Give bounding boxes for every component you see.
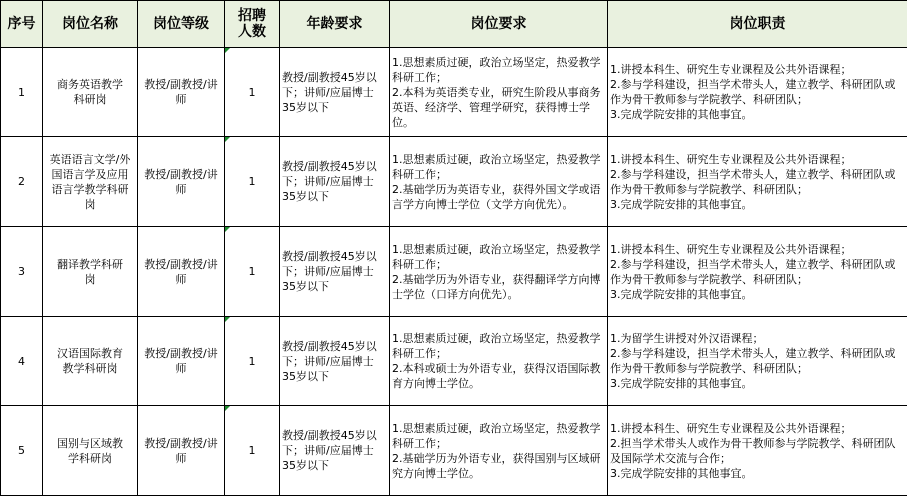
duty-line: 3.完成学院安排的其他事宜。 [610,197,753,211]
header-age: 年龄要求 [280,1,390,48]
cell-position-level: 教授/副教授/讲师 [138,137,225,227]
table-row [1,317,907,406]
cell-position-name: 汉语国际教育教学科研岗 [43,317,138,406]
requirement-line: 2.基础学历为外语专业，获得翻译学方向博士学位（口译方向优先）。 [392,272,601,301]
cell-requirements [390,406,608,496]
cell-duties [608,227,907,317]
header-recruit-count: 招聘人数 [225,1,280,48]
cell-age: 教授/副教授45岁以下；讲师/应届博士35岁以下 [280,317,390,406]
cell-recruit-count: 1 [225,48,280,137]
duty-line: 2.担当学术带头人或作为骨干教师参与学院教学、科研团队及国际学术交流与合作； [610,436,896,465]
table-row [1,48,907,137]
requirement-line: 1.思想素质过硬，政治立场坚定，热爱教学科研工作； [392,242,601,271]
cell-duties [608,137,907,227]
requirement-line: 2.基础学历为外语专业，获得国别与区域研究方向博士学位。 [392,451,601,480]
cell-seq: 3 [1,227,43,317]
cell-position-level: 教授/副教授/讲师 [138,406,225,496]
cell-position-name: 翻译教学科研岗 [43,227,138,317]
duty-line: 2.参与学科建设，担当学术带头人，建立教学、科研团队或作为骨干教师参与学院教学、科研团队； [610,347,896,375]
cell-duties [608,406,907,496]
table-row [1,227,907,317]
cell-duties [608,317,907,406]
cell-position-level: 教授/副教授/讲师 [138,48,225,137]
cell-age: 教授/副教授45岁以下；讲师/应届博士35岁以下 [280,48,390,137]
cell-age: 教授/副教授45岁以下；讲师/应届博士35岁以下 [280,406,390,496]
header-position-level: 岗位等级 [138,1,225,48]
requirement-line: 1.思想素质过硬，政治立场坚定，热爱教学科研工作； [392,55,601,84]
cell-requirements [390,317,608,406]
duty-line: 3.完成学院安排的其他事宜。 [610,466,753,480]
cell-seq: 5 [1,406,43,496]
requirement-line: 2.本科或硕士为外语专业，获得汉语国际教育方向博士学位。 [392,362,601,390]
cell-position-name: 国别与区域教学科研岗 [43,406,138,496]
duty-line: 3.完成学院安排的其他事宜。 [610,108,753,121]
cell-requirements [390,227,608,317]
requirement-line: 1.思想素质过硬，政治立场坚定，热爱教学科研工作； [392,152,601,181]
cell-duties [608,48,907,137]
header-duties: 岗位职责 [608,1,907,48]
cell-recruit-count: 1 [225,317,280,406]
requirement-line: 2.基础学历为英语专业，获得外国文学或语言学方向博士学位（文学方向优先）。 [392,182,601,211]
header-row [1,1,907,48]
requirement-line: 1.思想素质过硬，政治立场坚定，热爱教学科研工作； [392,332,601,360]
header-requirements: 岗位要求 [390,1,608,48]
header-position-name: 岗位名称 [43,1,138,48]
requirement-line: 1.思想素质过硬，政治立场坚定，热爱教学科研工作； [392,421,601,450]
duty-line: 1.讲授本科生、研究生专业课程及公共外语课程； [610,242,852,256]
duty-line: 1.讲授本科生、研究生专业课程及公共外语课程； [610,152,852,166]
duty-line: 2.参与学科建设，担当学术带头人，建立教学、科研团队或作为骨干教师参与学院教学、科研团队； [610,167,896,196]
table-row [1,137,907,227]
duty-line: 1.讲授本科生、研究生专业课程及公共外语课程； [610,63,852,76]
duty-line: 2.参与学科建设，担当学术带头人，建立教学、科研团队或作为骨干教师参与学院教学、科研团队； [610,257,896,286]
cell-age: 教授/副教授45岁以下；讲师/应届博士35岁以下 [280,227,390,317]
table-row [1,406,907,496]
cell-requirements [390,137,608,227]
duty-line: 1.讲授本科生、研究生专业课程及公共外语课程； [610,421,852,435]
cell-recruit-count: 1 [225,406,280,496]
cell-seq: 2 [1,137,43,227]
duty-line: 2.参与学科建设，担当学术带头人，建立教学、科研团队或作为骨干教师参与学院教学、科研团队； [610,78,896,106]
cell-position-name: 英语语言文学/外国语言学及应用语言学教学科研岗 [43,137,138,227]
cell-seq: 1 [1,48,43,137]
cell-recruit-count: 1 [225,227,280,317]
cell-position-name: 商务英语教学科研岗 [43,48,138,137]
cell-position-level: 教授/副教授/讲师 [138,317,225,406]
cell-position-level: 教授/副教授/讲师 [138,227,225,317]
cell-recruit-count: 1 [225,137,280,227]
duty-line: 3.完成学院安排的其他事宜。 [610,377,753,390]
cell-seq: 4 [1,317,43,406]
cell-requirements [390,48,608,137]
duty-line: 3.完成学院安排的其他事宜。 [610,287,753,301]
duty-line: 1.为留学生讲授对外汉语课程； [610,332,764,345]
cell-age: 教授/副教授45岁以下；讲师/应届博士35岁以下 [280,137,390,227]
header-seq: 序号 [1,1,43,48]
requirement-line: 2.本科为英语类专业，研究生阶段从事商务英语、经济学、管理学研究，获得博士学位。 [392,85,601,129]
